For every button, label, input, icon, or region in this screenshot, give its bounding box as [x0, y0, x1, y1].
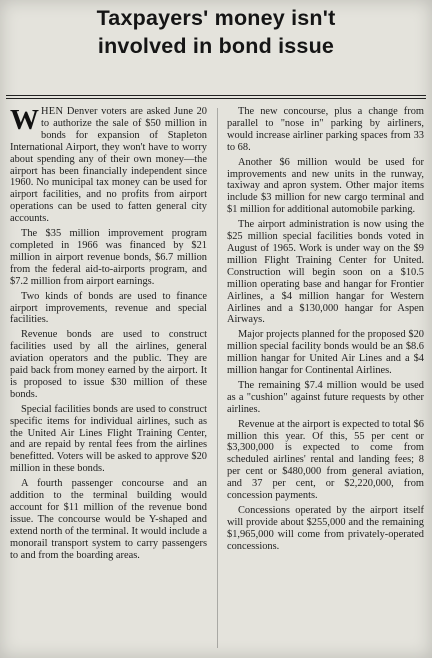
headline-line-2: involved in bond issue — [97, 34, 335, 58]
headline-rule-bottom — [6, 98, 426, 99]
paragraph-1-text: Denver voters are asked June 20 to authorize the sale of $50 million in bonds for expansion of Stapleton International Airport, they won't have to worry about spending any of their own money—the airport has been financially independent since 1960. No municipal tax money can be used for airport facilities, and no profits from airport operations can be used to fatten general city accounts. — [10, 106, 207, 225]
headline-line-1: Taxpayers' money isn't — [96, 6, 336, 30]
headline — [10, 4, 422, 60]
paragraph-12: Revenue at the airport is expected to total $6 million this year. Of this, 55 per cent or $3,300,000 is expected to come from scheduled airlines' rental and landing fees; 8 per cent or $480,000 from general aviation, and 37 per cent, or $2,220,000, from concession payments. — [227, 418, 424, 502]
paragraph-5: Special facilities bonds are used to construct specific items for individual airlines, such as the United Air Lines Flight Training Center, and are repaid by rental fees from the airlines benefitted. Voters will be asked to approve $20 million in these bonds. — [10, 403, 207, 475]
right-column — [227, 106, 424, 556]
paragraph-13: Concessions operated by the airport itself will provide about $255,000 and the remaining $1,965,000 will come from privately-operated concessions. — [227, 505, 424, 552]
paragraph-8: Another $6 million would be used for improvements and new units in the runway, taxiway and apron system. Other major items include $3 million for new cargo terminal and $1 million for additional automobile parking. — [227, 156, 424, 216]
dropcap: W — [10, 104, 39, 136]
paragraph-7: The new concourse, plus a change from parallel to "nose in" parking by airliners, would increase airliner parking spaces from 33 to 68. — [227, 106, 424, 153]
paragraph-3: Two kinds of bonds are used to finance airport improvements, revenue and special facilities. — [10, 290, 207, 326]
paragraph-1 — [10, 106, 207, 225]
paragraph-10: Major projects planned for the proposed $20 million special facility bonds would be an $8.6 million hangar for United Air Lines and a $4 million hangar for Continental Airlines. — [227, 329, 424, 377]
lead-words: HEN — [41, 106, 64, 117]
paragraph-2: The $35 million improvement program completed in 1966 was financed by $21 million in airport revenue bonds, $6.7 million from the federal aid-to-airports program, and $7.2 million from airport earnings. — [10, 228, 207, 287]
left-column — [10, 106, 207, 565]
paragraph-9: The airport administration is now using the $25 million special facilities bonds voted in August of 1965. Work is under way on the $9 million Flight Training Center for United. Construction will begin soon on a $10.5 million operating base and hangar for Frontier Airlines, a $4 million hangar for Western Airlines and a $130,000 hangar for Aspen Airways. — [227, 219, 424, 326]
paragraph-6: A fourth passenger concourse and an addition to the terminal building would account for $11 million of the revenue bond issue. The concourse would be Y-shaped and extend north of the terminal. It would include a monorail transport system to carry passengers to and from the boarding areas. — [10, 478, 207, 561]
headline-rule-top — [6, 95, 426, 96]
column-gutter — [217, 108, 218, 648]
paragraph-4: Revenue bonds are used to construct facilities used by all the airlines, general aviation operators and the public. They are paid back from money earned by the airport. It is proposed to issue $30 million of these bonds. — [10, 329, 207, 400]
paragraph-11: The remaining $7.4 million would be used as a "cushion" against future requests by other airlines. — [227, 379, 424, 415]
